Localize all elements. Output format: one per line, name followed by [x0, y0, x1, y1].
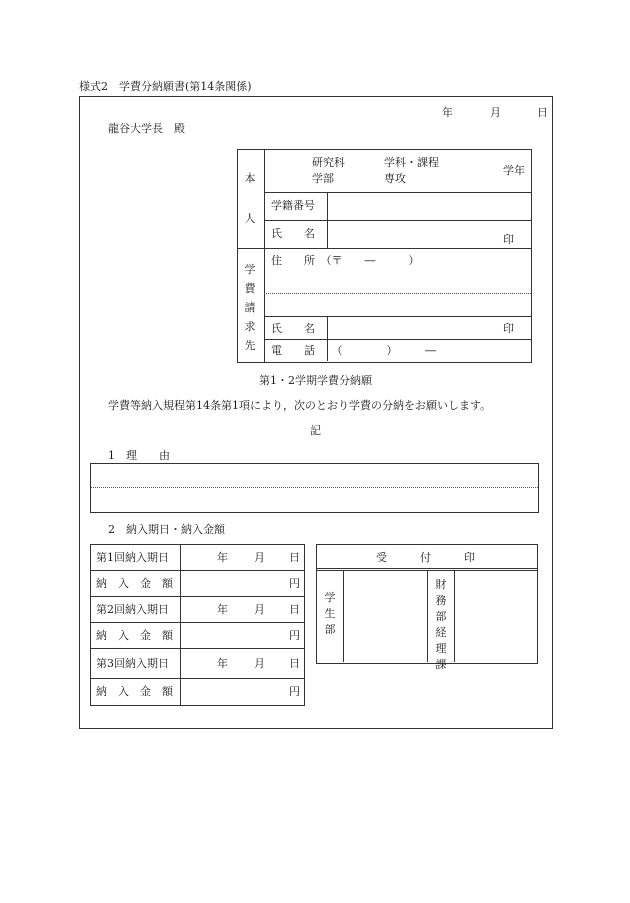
reason-box[interactable] — [90, 463, 539, 513]
applicant-name-label: 氏 名 — [271, 227, 315, 240]
student-affairs-label: 学生部 — [324, 591, 336, 636]
billing-seal-mark: 印 — [503, 322, 514, 335]
date-day-label: 日 — [537, 106, 548, 119]
payment-table — [90, 544, 305, 706]
request-heading: 第1・2学期学費分納願 — [259, 374, 372, 387]
payment-3-amount-label: 納 入 金 額 — [96, 685, 173, 698]
payment-2-yen-unit: 円 — [289, 629, 300, 642]
payment-1-amount-label: 納 入 金 額 — [96, 577, 173, 590]
major-label: 専攻 — [384, 172, 406, 185]
finance-stamp-area[interactable] — [455, 571, 535, 661]
form-header-label: 様式2 学費分納願書(第14条関係) — [79, 80, 252, 93]
payment-3-year-unit: 年 — [217, 657, 228, 670]
finance-dept-label: 財務部経理課 — [435, 578, 447, 671]
graduate-school-label: 研究科 — [312, 156, 345, 169]
date-month-label: 月 — [490, 106, 501, 119]
payment-1-yen-unit: 円 — [289, 577, 300, 590]
student-number-field[interactable] — [328, 193, 530, 219]
date-year-label: 年 — [442, 106, 453, 119]
billing-name-label: 氏 名 — [271, 322, 315, 335]
payment-3-day-unit: 日 — [289, 657, 300, 670]
request-statement: 学費等納入規程第14条第1項により，次のとおり学費の分納をお願いします。 — [108, 399, 492, 412]
applicant-seal-mark: 印 — [503, 233, 514, 246]
applicant-section-label-2: 人 — [244, 212, 256, 225]
applicant-section-label-1: 本 — [244, 172, 256, 185]
payment-1-day-unit: 日 — [289, 551, 300, 564]
billing-address-label: 住 所 （〒 ― ） — [271, 254, 420, 267]
billing-name-field[interactable] — [328, 317, 530, 338]
billing-phone-label: 電 話 （ ） ― — [271, 344, 436, 357]
ki-label: 記 — [310, 424, 321, 437]
payment-3-yen-unit: 円 — [289, 685, 300, 698]
faculty-label: 学部 — [312, 172, 334, 185]
payment-1-date-label: 第1回納入期日 — [96, 551, 169, 564]
addressee: 龍谷大学長 殿 — [108, 122, 185, 135]
payment-1-month-unit: 月 — [254, 551, 265, 564]
billing-section-label: 学 費 請 求 先 — [244, 263, 256, 352]
student-number-label: 学籍番号 — [271, 199, 315, 212]
grade-label: 学年 — [503, 164, 525, 177]
billing-address-field[interactable] — [265, 249, 530, 315]
payment-2-date-label: 第2回納入期日 — [96, 603, 169, 616]
payment-2-amount-label: 納 入 金 額 — [96, 629, 173, 642]
applicant-name-field[interactable] — [328, 221, 530, 247]
section2-label: 2 納入期日・納入金額 — [108, 523, 225, 536]
payment-3-month-unit: 月 — [254, 657, 265, 670]
payment-2-year-unit: 年 — [217, 603, 228, 616]
reason-label: 1 理 由 — [108, 449, 170, 462]
payment-3-date-label: 第3回納入期日 — [96, 657, 169, 670]
payment-2-month-unit: 月 — [254, 603, 265, 616]
receipt-header: 受 付 印 — [376, 551, 475, 564]
department-course-label: 学科・課程 — [384, 156, 439, 169]
payment-1-year-unit: 年 — [217, 551, 228, 564]
student-affairs-stamp-area[interactable] — [344, 571, 426, 661]
payment-2-day-unit: 日 — [289, 603, 300, 616]
